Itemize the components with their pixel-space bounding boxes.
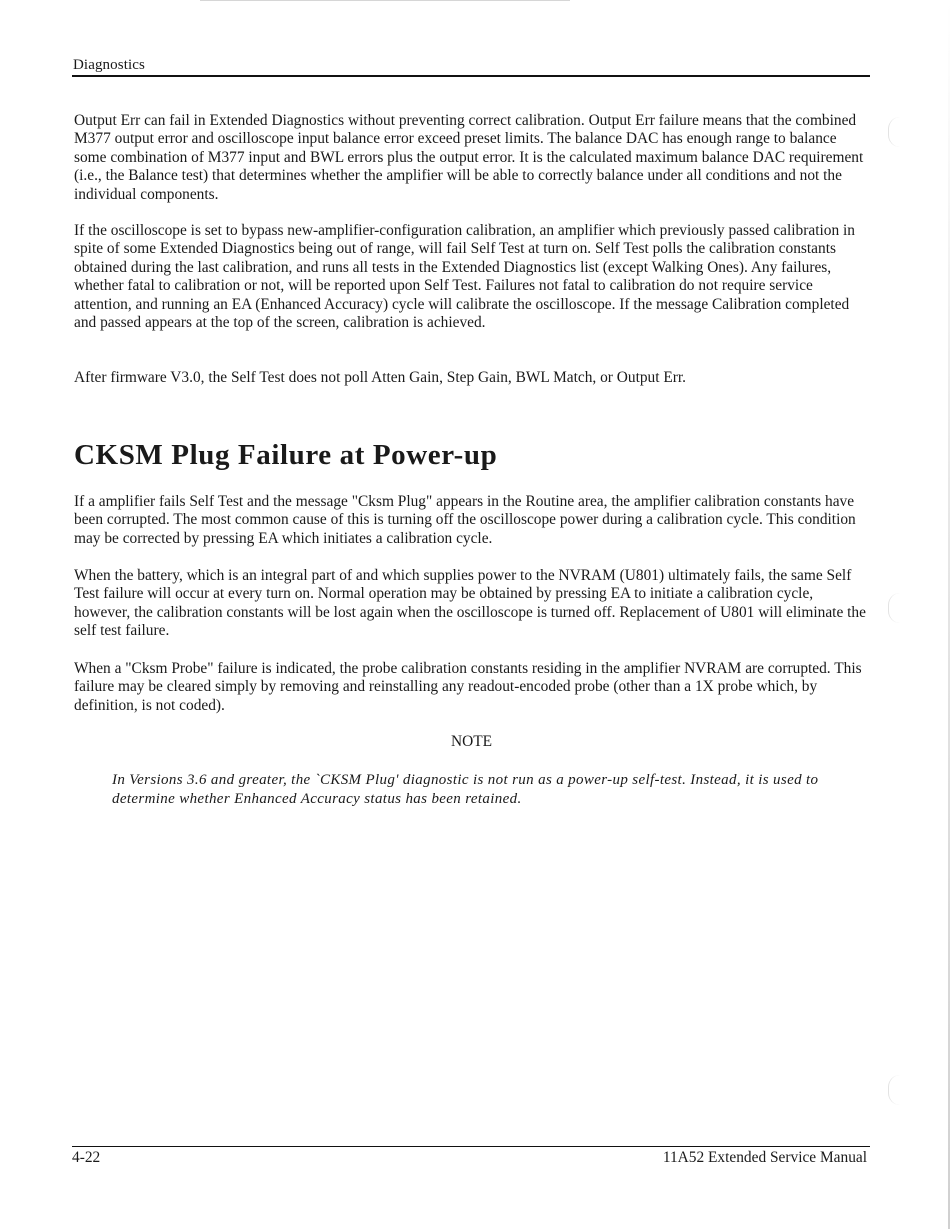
section-header: Diagnostics — [73, 57, 145, 73]
binding-hole-mark — [888, 1075, 901, 1105]
paragraph-cksm-probe — [74, 660, 870, 715]
paragraph-text: Output Err can fail in Extended Diagnostics without preventing correct calibration. Output Err failure means that the combined M377 output error and oscilloscope input balance error exceed preset limits. The balance DAC has enough range to balance some combination of M377 input and BWL errors plus the output error. It is the calculated maximum balance DAC requirement (i.e., the Balance test) that determines whether the amplifier will be able to correctly balance under all conditions and not the individual components. — [74, 112, 864, 203]
paragraph-text: If a amplifier fails Self Test and the message "Cksm Plug" appears in the Routine area, the amplifier calibration constants have been corrupted. The most common cause of this is turning off the oscilloscope power during a calibration cycle. This condition may be corrected by pressing EA which initiates a calibration cycle. — [74, 493, 856, 547]
paragraph-output-err — [74, 112, 870, 204]
page-number: 4-22 — [72, 1149, 101, 1166]
binding-hole-mark — [888, 117, 901, 147]
binding-hole-mark — [888, 593, 901, 623]
paragraph-cksm-plug — [74, 493, 870, 548]
scan-artifact-line — [200, 0, 570, 1]
note-body: In Versions 3.6 and greater, the `CKSM Plug' diagnostic is not run as a power-up self-test. Instead, it is used to determine whether Enhanced Accuracy status has been retained. — [112, 772, 819, 807]
paragraph-text: When a "Cksm Probe" failure is indicated, the probe calibration constants residing in the amplifier NVRAM are corrupted. This failure may be cleared simply by removing and reinstalling any readout-encoded probe (other than a 1X probe which, by definition, is not coded). — [74, 660, 862, 714]
paragraph-text: After firmware V3.0, the Self Test does not poll Atten Gain, Step Gain, BWL Match, or Output Err. — [74, 369, 687, 386]
paragraph-text: When the battery, which is an integral part of and which supplies power to the NVRAM (U801) ultimately fails, the same Self Test failure will occur at every turn on. Normal operation may be obtained by pressing EA to initiate a calibration cycle, however, the calibration constants will be lost again when the oscilloscope is turned off. Replacement of U801 will eliminate the self test failure. — [74, 567, 866, 640]
paragraph-text: If the oscilloscope is set to bypass new-amplifier-configuration calibration, an amplifier which previously passed calibration in spite of some Extended Diagnostics being out of range, will fail Self Test at turn on. Self Test polls the calibration constants obtained during the last calibration, and runs all tests in the Extended Diagnostics list (except Walking Ones). Any failures, whether fatal to calibration or not, will be reported upon Self Test. Failures not fatal to calibration do not require service attention, and running an EA (Enhanced Accuracy) cycle will calibrate the oscilloscope. If the message Calibration completed and passed appears at the top of the screen, calibration is achieved. — [74, 222, 855, 332]
paragraph-bypass-calibration — [74, 222, 870, 332]
paragraph-firmware-note — [74, 369, 870, 387]
note-title: NOTE — [450, 733, 493, 750]
paragraph-battery — [74, 567, 870, 641]
header-rule — [72, 75, 870, 77]
section-heading: CKSM Plug Failure at Power-up — [74, 439, 498, 471]
footer-rule — [72, 1146, 870, 1147]
manual-title: 11A52 Extended Service Manual — [662, 1149, 867, 1166]
